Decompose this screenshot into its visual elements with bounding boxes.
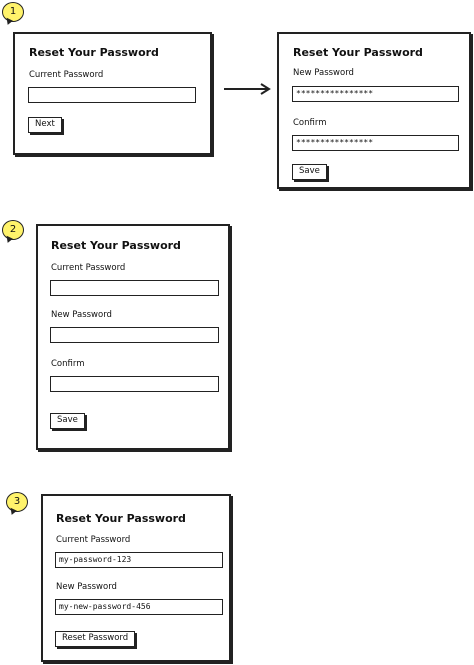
- step-1-new-password-form: [277, 32, 471, 189]
- confirm-input[interactable]: [50, 376, 219, 392]
- save-button[interactable]: Save: [292, 164, 327, 180]
- reset-password-button[interactable]: Reset Password: [55, 631, 135, 647]
- confirm-input[interactable]: ****************: [292, 135, 459, 151]
- new-password-label: New Password: [56, 582, 117, 592]
- save-button[interactable]: Save: [50, 413, 85, 429]
- form-title: Reset Your Password: [293, 46, 423, 59]
- step-2-badge: 2: [2, 220, 24, 240]
- new-password-label: New Password: [51, 310, 112, 320]
- form-title: Reset Your Password: [29, 46, 159, 59]
- confirm-label: Confirm: [51, 359, 85, 369]
- step-1-current-password-form: [13, 32, 212, 155]
- new-password-input[interactable]: [50, 327, 219, 343]
- current-password-label: Current Password: [56, 535, 131, 545]
- step-3-badge: 3: [6, 492, 28, 512]
- current-password-input[interactable]: my-password-123: [55, 552, 223, 568]
- current-password-label: Current Password: [51, 263, 126, 273]
- form-title: Reset Your Password: [51, 239, 181, 252]
- arrow-right-icon: [222, 82, 274, 96]
- step-3-reset-form: [41, 494, 231, 662]
- confirm-label: Confirm: [293, 118, 327, 128]
- new-password-input[interactable]: ****************: [292, 86, 459, 102]
- step-2-reset-form: [36, 224, 230, 450]
- current-password-label: Current Password: [29, 70, 104, 80]
- form-title: Reset Your Password: [56, 512, 186, 525]
- step-1-badge: 1: [2, 2, 24, 22]
- current-password-input[interactable]: [28, 87, 196, 103]
- new-password-input[interactable]: my-new-password-456: [55, 599, 223, 615]
- next-button[interactable]: Next: [28, 117, 62, 133]
- current-password-input[interactable]: [50, 280, 219, 296]
- new-password-label: New Password: [293, 68, 354, 78]
